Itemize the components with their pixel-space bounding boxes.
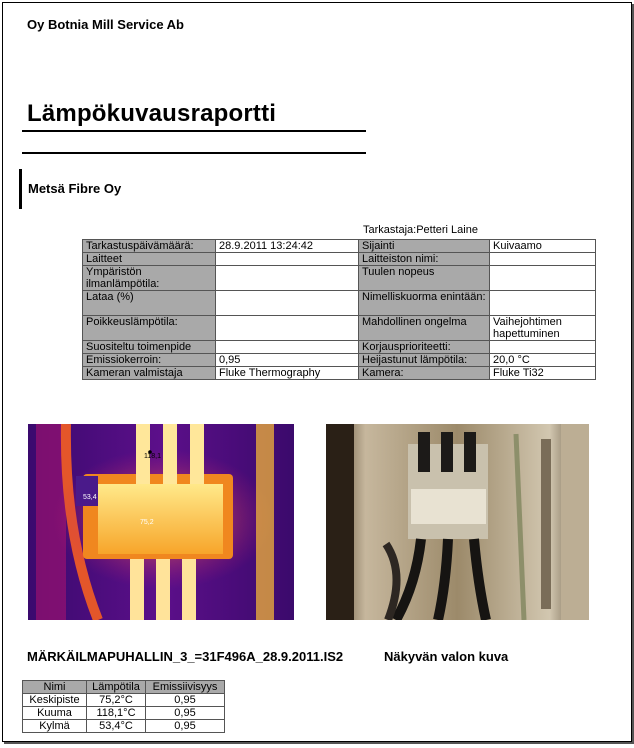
info-value: [216, 291, 359, 316]
info-label: Emissiokerroin:: [83, 354, 216, 367]
inspection-info-table: [82, 239, 596, 380]
visible-image-caption: Näkyvän valon kuva: [384, 649, 509, 664]
cold-marker-label: 53,4: [83, 494, 97, 501]
info-label: Mahdollinen ongelma: [359, 316, 490, 341]
info-value: Vaihejohtimen hapettuminen: [490, 316, 596, 341]
info-value: Kuivaamo: [490, 240, 596, 253]
table-row: [83, 253, 596, 266]
info-value: [216, 253, 359, 266]
info-label: Kamera:: [359, 367, 490, 380]
company-name: Oy Botnia Mill Service Ab: [27, 17, 185, 32]
info-value: [490, 291, 596, 316]
customer-accent-bar: [19, 169, 22, 209]
report-page: [2, 2, 632, 742]
info-label: Poikkeuslämpötila:: [83, 316, 216, 341]
point-emissivity: 0,95: [146, 720, 225, 733]
info-label: Ympäristön ilmanlämpötila:: [83, 266, 216, 291]
point-temperature: 118,1°C: [87, 707, 146, 720]
title-underline: [22, 130, 366, 132]
point-name: Kylmä: [23, 720, 87, 733]
info-label: Laitteet: [83, 253, 216, 266]
info-value: 28.9.2011 13:24:42: [216, 240, 359, 253]
info-value: 20,0 °C: [490, 354, 596, 367]
column-header-name: Nimi: [23, 681, 87, 694]
table-row: [83, 266, 596, 291]
point-name: Keskipiste: [23, 694, 87, 707]
table-row: [83, 291, 596, 316]
table-row: [83, 367, 596, 380]
info-label: Tarkastuspäivämäärä:: [83, 240, 216, 253]
info-label: Nimelliskuorma enintään:: [359, 291, 490, 316]
title-rule: [22, 152, 366, 154]
info-label: Kameran valmistaja: [83, 367, 216, 380]
info-label: Korjausprioriteetti:: [359, 341, 490, 354]
table-row: [83, 240, 596, 253]
info-value: Fluke Ti32: [490, 367, 596, 380]
info-value: [490, 266, 596, 291]
info-value: Fluke Thermography: [216, 367, 359, 380]
table-row: [83, 316, 596, 341]
info-value: 0,95: [216, 354, 359, 367]
info-label: Heijastunut lämpötila:: [359, 354, 490, 367]
info-label: Tuulen nopeus: [359, 266, 490, 291]
table-row: [23, 707, 225, 720]
point-temperature: 53,4°C: [87, 720, 146, 733]
info-label: Suositeltu toimenpide: [83, 341, 216, 354]
info-value: [490, 341, 596, 354]
table-row: [83, 341, 596, 354]
table-row: [83, 354, 596, 367]
info-value: [216, 341, 359, 354]
thermal-image-caption: MÄRKÄILMAPUHALLIN_3_=31F496A_28.9.2011.IS2: [27, 649, 344, 664]
info-label: Laitteiston nimi:: [359, 253, 490, 266]
point-temperature: 75,2°C: [87, 694, 146, 707]
info-label: Sijainti: [359, 240, 490, 253]
inspector-name: Tarkastaja:Petteri Laine: [363, 224, 478, 236]
info-value: [216, 266, 359, 291]
table-row: [23, 720, 225, 733]
column-header-emissivity: Emissiivisyys: [146, 681, 225, 694]
column-header-temperature: Lämpötila: [87, 681, 146, 694]
point-emissivity: 0,95: [146, 694, 225, 707]
center-marker-label: 75,2: [140, 519, 154, 526]
measurement-points-table: [22, 680, 225, 733]
table-row: [23, 694, 225, 707]
thermal-image: [28, 424, 294, 620]
visible-light-image: [326, 424, 589, 620]
report-title: Lämpökuvausraportti: [27, 100, 277, 127]
info-value: [490, 253, 596, 266]
info-label: Lataa (%): [83, 291, 216, 316]
hot-marker-label: 118,1: [144, 453, 161, 460]
point-name: Kuuma: [23, 707, 87, 720]
info-value: [216, 316, 359, 341]
point-emissivity: 0,95: [146, 707, 225, 720]
customer-name: Metsä Fibre Oy: [28, 181, 122, 196]
